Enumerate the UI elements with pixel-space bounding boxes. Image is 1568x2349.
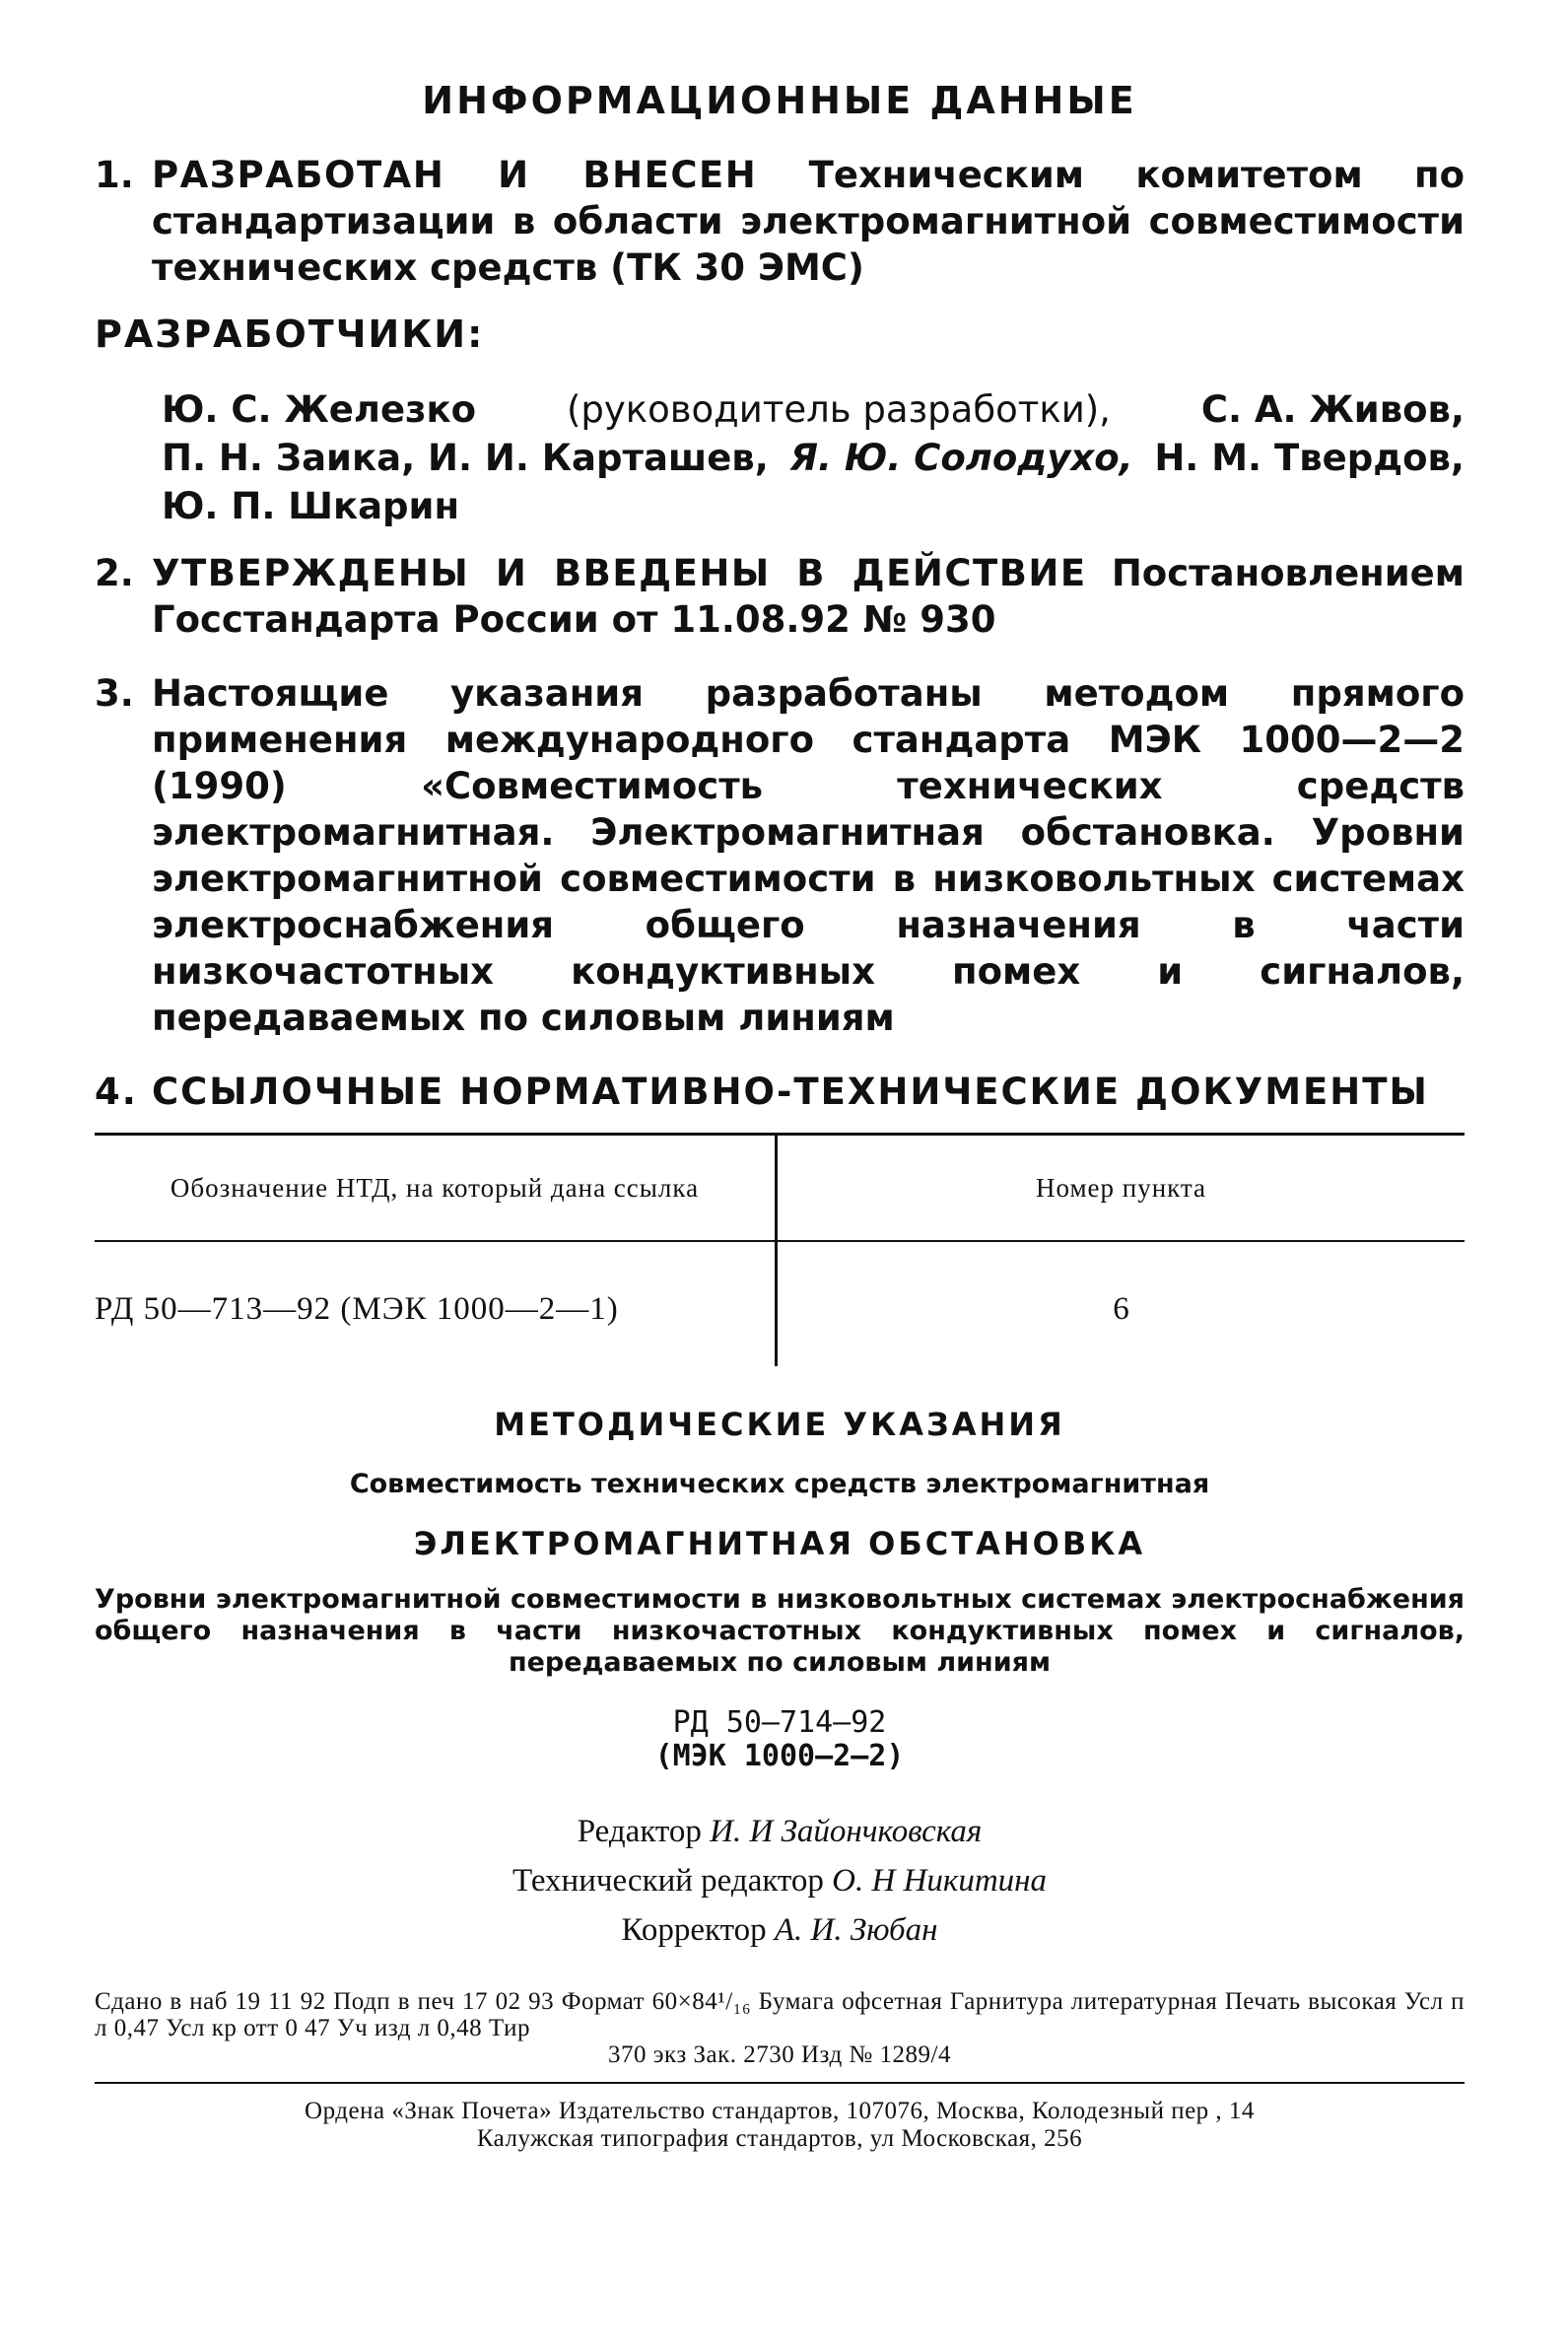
- column-header-document: Обозначение НТД, на который дана ссылка: [170, 1173, 700, 1203]
- corrector-name: А. И. Зюбан: [774, 1912, 938, 1948]
- cell-item-number: 6: [1113, 1290, 1129, 1327]
- section-body: ССЫЛОЧНЫЕ НОРМАТИВНО-ТЕХНИЧЕСКИЕ ДОКУМЕНТЫ: [152, 1071, 1429, 1113]
- section-3: [95, 670, 1465, 1041]
- colophon-subtitle: Совместимость технических средств электромагнитная: [349, 1469, 1210, 1499]
- developer-name: Ю. П. Шкарин: [162, 485, 460, 527]
- developers-heading: РАЗРАБОТЧИКИ:: [95, 312, 485, 356]
- section-number: 3.: [95, 672, 134, 715]
- section-number: 1.: [95, 154, 134, 196]
- table-cell: [95, 1242, 778, 1366]
- table-header-cell: [95, 1136, 778, 1240]
- column-header-item: Номер пункта: [1035, 1173, 1207, 1203]
- print-data-line: Сдано в наб 19 11 92 Подп в печ 17 02 93 Формат 60×84¹/₁₆ Бумага офсетная Гарнитура литературная Печать высокая Усл п л 0,47 Усл кр отт 0 47 Уч изд л 0,48 Тир: [95, 1988, 1465, 2041]
- developer-name: С. А. Живов,: [1200, 388, 1465, 431]
- developer-name: Н. М. Твердов,: [1154, 437, 1465, 479]
- developer-role: (руководитель разработки),: [566, 388, 1111, 431]
- section-body: Техническим комитетом по стандартизации в области электромагнитной совместимости технических средств (ТК 30 ЭМС): [152, 154, 1465, 289]
- document-code: РД 50—714—92: [672, 1705, 887, 1740]
- table-row: [95, 1242, 1465, 1366]
- section-2: [95, 550, 1465, 643]
- colophon-title: МЕТОДИЧЕСКИЕ УКАЗАНИЯ: [494, 1406, 1065, 1443]
- developer-name: П. Н. Заика, И. И. Карташев,: [162, 437, 769, 479]
- section-number: 2.: [95, 552, 134, 594]
- cell-document: РД 50—713—92 (МЭК 1000—2—1): [95, 1290, 619, 1327]
- corrector-label: Корректор: [621, 1912, 767, 1948]
- publisher-line: Ордена «Знак Почета» Издательство стандартов, 107076, Москва, Колодезный пер , 14: [305, 2098, 1255, 2124]
- section-number: 4.: [95, 1071, 138, 1113]
- staff-list: [95, 1807, 1465, 1955]
- document-code-iec: (МЭК 1000—2—2): [654, 1739, 905, 1773]
- tech-editor-line: [95, 1856, 1465, 1905]
- editor-line: [95, 1807, 1465, 1856]
- section-lead: УТВЕРЖДЕНЫ И ВВЕДЕНЫ В ДЕЙСТВИЕ: [152, 552, 1087, 594]
- section-1: [95, 152, 1465, 291]
- document-page: [95, 79, 1465, 2153]
- section-text: [152, 550, 1465, 643]
- corrector-line: [95, 1905, 1465, 1955]
- printer-line: Калужская типография стандартов, ул Московская, 256: [476, 2125, 1083, 2152]
- colophon: [95, 1406, 1465, 2153]
- table-header-cell: [778, 1136, 1465, 1240]
- references-table: [95, 1133, 1465, 1366]
- section-4: [95, 1069, 1465, 1115]
- editor-label: Редактор: [577, 1814, 702, 1849]
- table-cell: [778, 1242, 1465, 1366]
- print-data: [95, 1988, 1465, 2068]
- tech-editor-label: Технический редактор: [511, 1863, 824, 1899]
- developers-row: [162, 482, 1465, 530]
- colophon-title-2: ЭЛЕКТРОМАГНИТНАЯ ОБСТАНОВКА: [413, 1525, 1146, 1562]
- publisher-footer: [95, 2098, 1465, 2153]
- section-body: Постановлением Госстандарта России от 11.08.92 № 930: [152, 552, 1465, 641]
- developer-name: Ю. С. Железко: [162, 388, 477, 431]
- developers-row: [162, 434, 1465, 482]
- tech-editor-name: О. Н Никитина: [832, 1863, 1048, 1899]
- print-data-line: 370 экз Зак. 2730 Изд № 1289/4: [608, 2041, 951, 2068]
- section-body: Настоящие указания разработаны методом прямого применения международного стандарта МЭК 1000—2—2 (1990) «Совместимость технических средств электромагнитная. Электромагнитная обстановка. Уровни электромагнитной совместимости в низковольтных системах электроснабжения общего назначения в части низкочастотных кондуктивных помех и сигналов, передаваемых по силовым линиям: [152, 672, 1465, 1039]
- editor-name: И. И Зайончковская: [710, 1814, 983, 1849]
- section-text: [152, 152, 1465, 291]
- table-header-row: [95, 1136, 1465, 1242]
- developers-list: [95, 385, 1465, 530]
- page-title: ИНФОРМАЦИОННЫЕ ДАННЫЕ: [422, 79, 1137, 122]
- developer-name: Я. Ю. Солодухо,: [789, 437, 1133, 479]
- divider: [95, 2082, 1465, 2084]
- section-lead: РАЗРАБОТАН И ВНЕСЕН: [152, 154, 758, 196]
- developers-row: [162, 385, 1465, 434]
- colophon-description: Уровни электромагнитной совместимости в низковольтных системах электроснабжения общего назначения в части низкочастотных кондуктивных помех и сигналов, передаваемых по силовым линиям: [95, 1584, 1465, 1678]
